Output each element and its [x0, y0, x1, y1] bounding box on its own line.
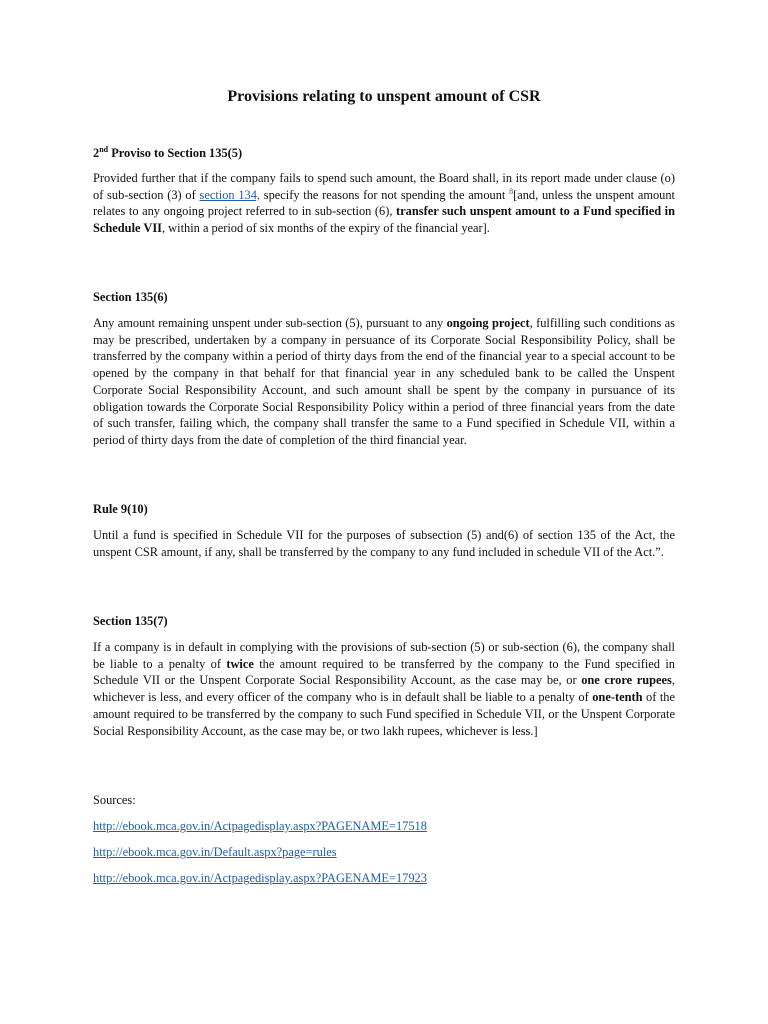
- section-135-6-bold: ongoing project: [446, 316, 530, 330]
- second-proviso-text-3: [and, unless the unspent amount relates to any ongoing project referred to in sub-section (6),: [93, 187, 675, 219]
- section-135-7-bold-crore: one crore rupees: [581, 673, 672, 688]
- section-135-6-text-1: Any amount remaining unspent under sub-section (5), pursuant to any: [93, 316, 447, 330]
- sources-label: Sources:: [93, 793, 136, 807]
- section-135-7-text-3: , whichever is less, and every officer of the company who is in default shall be liable to a penalty of: [93, 673, 675, 705]
- section-135-6-text-2: , fulfilling such conditions as may be prescribed, undertaken by a company in persuance of its Corporate Social Responsibility Policy, shall be transferred by the company within a period of thirty days from the end of the financial year to a special account to be opened by the company in that behalf for that financial year in any scheduled bank to be called the Unspent Corporate Social Responsibility Account, and such amount shall be spent by the company in pursuance of its obligation towards the Corporate Social Responsibility Policy within a period of three financial years from the date of such transfer, failing which, the company shall transfer the same to a Fund specified in Schedule VII, within a period of thirty days from the date of completion of the third financial year.: [93, 316, 676, 447]
- heading-second-proviso: [93, 146, 242, 161]
- source-link-1[interactable]: http://ebook.mca.gov.in/Actpagedisplay.aspx?PAGENAME=17518: [93, 819, 427, 833]
- heading-rule-9-10: Rule 9(10): [93, 502, 148, 516]
- second-proviso-bold: transfer such unspent amount to a Fund specified in Schedule VII: [93, 204, 675, 236]
- section-134-link[interactable]: section 134,: [199, 187, 261, 202]
- source-link-3[interactable]: http://ebook.mca.gov.in/Actpagedisplay.aspx?PAGENAME=17923: [93, 871, 427, 885]
- heading-second-proviso-post: Proviso to Section 135(5): [108, 146, 243, 160]
- section-135-7-bold-tenth: one-tenth: [592, 690, 643, 705]
- heading-section-135-7: Section 135(7): [93, 614, 168, 628]
- footnote-ref-8[interactable]: 8: [509, 186, 514, 196]
- second-proviso-text-2: specify the reasons for not spending the amount: [260, 187, 510, 202]
- section-135-7-text-4: of the amount required to be transferred by the company to such Fund specified in Schedule VII, or the Unspent Corporate Social Responsibility Account, as the case may be, or two lakh rupees, whichever is less.]: [93, 690, 675, 738]
- heading-section-135-6: Section 135(6): [93, 290, 168, 304]
- paragraph-section-135-7: [93, 639, 675, 739]
- second-proviso-text-4: , within a period of six months of the expiry of the financial year].: [161, 221, 490, 236]
- heading-second-proviso-pre: 2: [93, 146, 100, 160]
- second-proviso-text-1: Provided further that if the company fails to spend such amount, the Board shall, in its report made under clause (o) of sub-section (3) of: [93, 171, 675, 202]
- source-link-2[interactable]: http://ebook.mca.gov.in/Default.aspx?page=rules: [93, 845, 337, 859]
- paragraph-second-proviso: [93, 170, 675, 237]
- section-135-7-text-1: If a company is in default in complying with the provisions of sub-section (5) or sub-section (6), the company shall be liable to a penalty of: [93, 640, 675, 671]
- section-135-7-bold-twice: twice: [226, 656, 254, 671]
- section-135-7-text-2: the amount required to be transferred by the company to the Fund specified in Schedule VII or the Unspent Corporate Social Responsibility Account, as the case may be, or: [93, 656, 675, 688]
- page-title: Provisions relating to unspent amount of CSR: [227, 88, 541, 105]
- heading-second-proviso-sup: nd: [99, 144, 109, 154]
- paragraph-section-135-6: [93, 315, 675, 449]
- paragraph-rule-9-10: Until a fund is specified in Schedule VII for the purposes of subsection (5) and(6) of section 135 of the Act, the unspent CSR amount, if any, shall be transferred by the company to any fund included in schedule VII of the Act.”.: [93, 528, 675, 559]
